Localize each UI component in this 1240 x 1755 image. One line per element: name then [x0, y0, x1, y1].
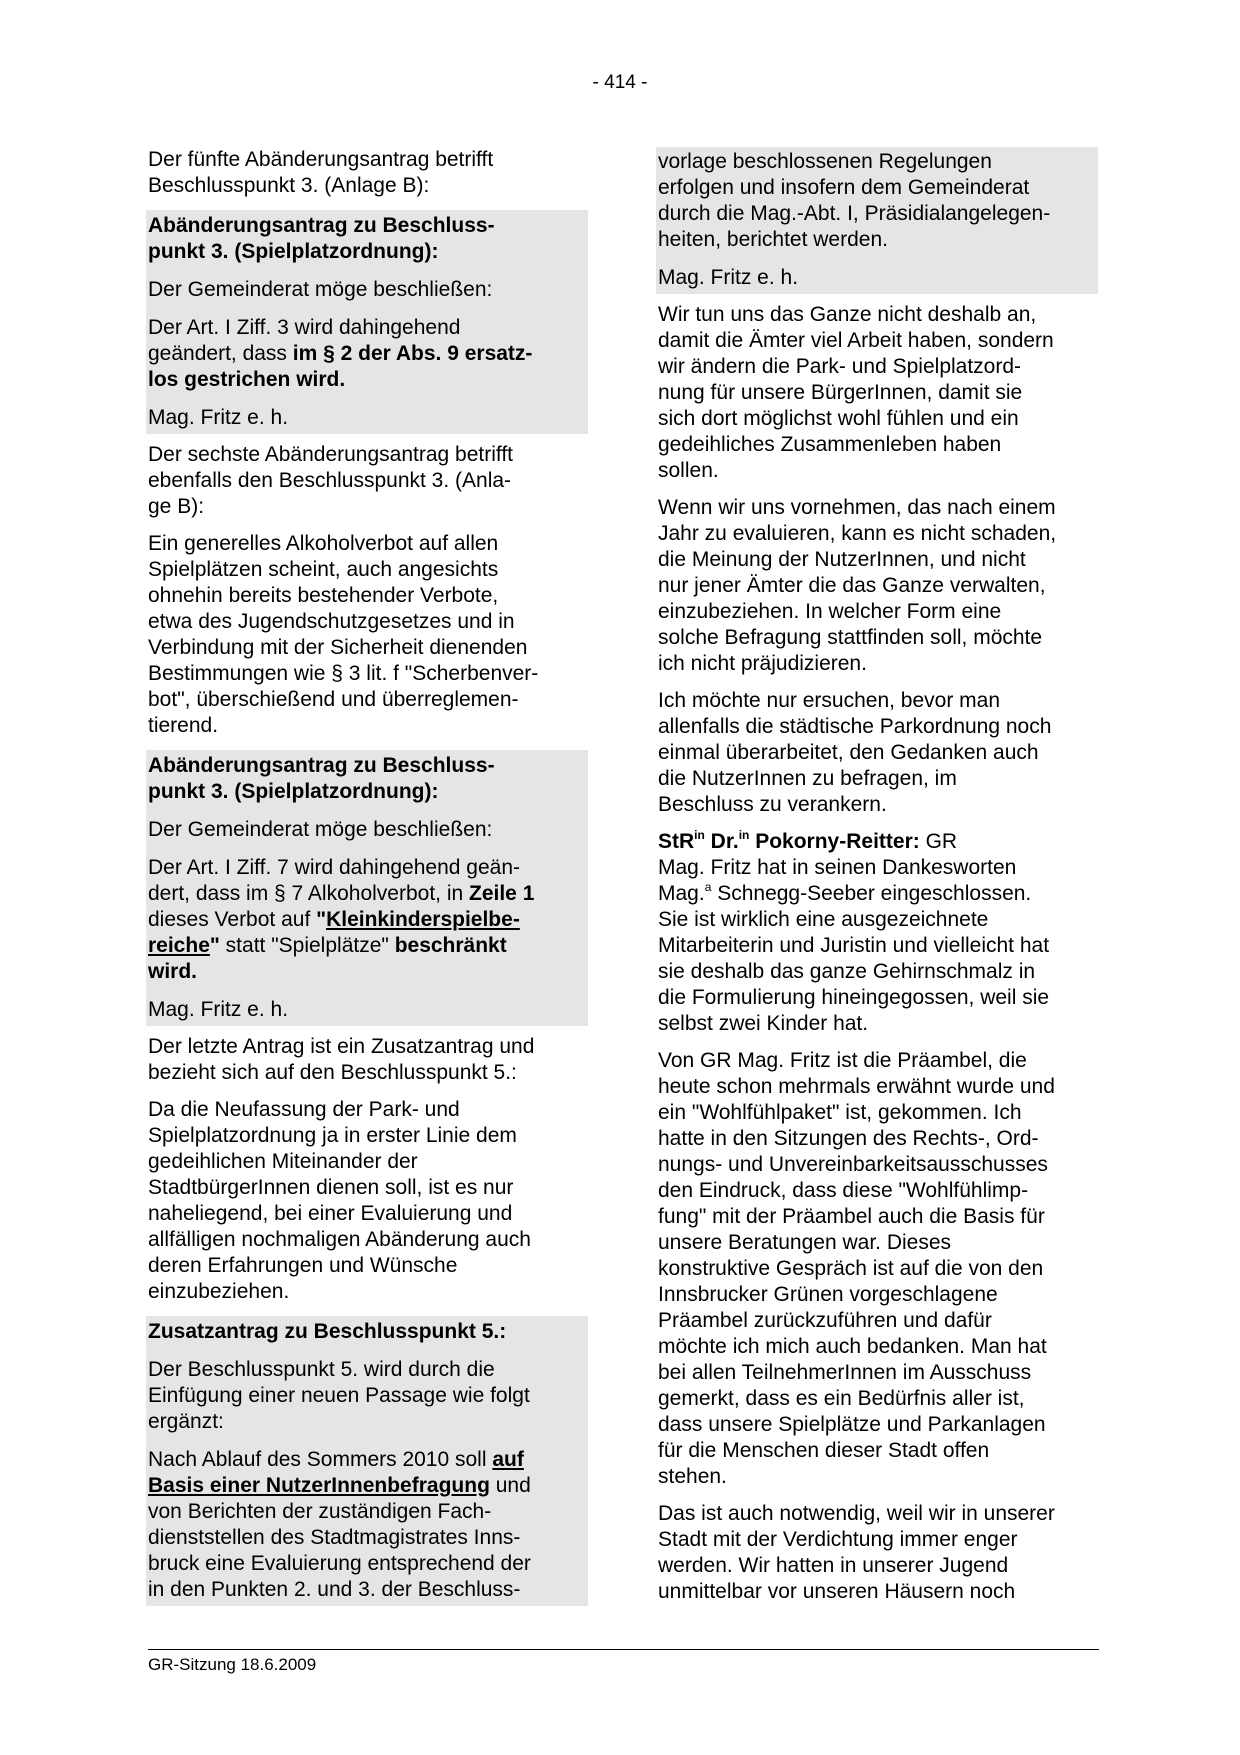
text-line: heute schon mehrmals erwähnt wurde und: [658, 1075, 1055, 1098]
text-line: für die Menschen dieser Stadt offen: [658, 1439, 990, 1462]
text-line: naheliegend, bei einer Evaluierung und: [148, 1202, 513, 1225]
text-line: ohnehin bereits bestehender Verbote,: [148, 584, 499, 607]
text-line: stehen.: [658, 1465, 727, 1488]
text-line: Der sechste Abänderungsantrag betrifft: [148, 443, 514, 466]
text-line: sich dort möglichst wohl fühlen und ein: [658, 407, 1019, 430]
speaker-line: [658, 829, 1098, 855]
text-line: Bestimmungen wie § 3 lit. f "Scherbenver-: [148, 662, 539, 685]
amendment-signature: Mag. Fritz e. h.: [658, 266, 799, 289]
page-number: - 414 -: [592, 72, 648, 93]
text-line: bezieht sich auf den Beschlusspunkt 5.:: [148, 1061, 517, 1084]
amendment-body: [148, 1447, 588, 1603]
text-line: gemerkt, dass es ein Bedürfnis aller ist,: [658, 1387, 1025, 1410]
superscript: in: [694, 828, 705, 842]
text-line: einmal überarbeitet, den Gedanken auch: [658, 741, 1039, 764]
bold-run: beschränkt: [394, 934, 507, 957]
text-line: etwa des Jugendschutzgesetzes und in: [148, 610, 515, 633]
amendment-heading: [148, 753, 588, 805]
text-line: fung" mit der Präambel auch die Basis für: [658, 1205, 1045, 1228]
text-line: sollen.: [658, 459, 719, 482]
bold-run: ": [316, 908, 327, 931]
text-run: dert, dass im § 7 Alkoholverbot, in: [148, 882, 469, 905]
text-line: die Formulierung hineingegossen, weil sie: [658, 986, 1050, 1009]
paragraph-alcohol-ban: [148, 531, 588, 739]
text-line: in den Punkten 2. und 3. der Beschluss-: [148, 1578, 521, 1601]
amendment-box-2: [146, 750, 588, 1026]
text-line: Einfügung einer neuen Passage wie folgt: [148, 1384, 530, 1407]
text-run: und: [489, 1474, 531, 1497]
text-run: dieses Verbot auf: [148, 908, 317, 931]
text-line: Das ist auch notwendig, weil wir in unserer: [658, 1502, 1055, 1525]
amendment-body: [148, 855, 588, 985]
text-line: Beschluss zu verankern.: [658, 793, 887, 816]
footer-divider: [148, 1649, 1099, 1650]
speaker-name: [658, 830, 920, 853]
paragraph-last-motion: [148, 1034, 588, 1086]
text-line: ein "Wohlfühlpaket" ist, gekommen. Ich: [658, 1101, 1022, 1124]
footer-session-label: GR-Sitzung 18.6.2009: [148, 1655, 317, 1674]
text-line: die Meinung der NutzerInnen, und nicht: [658, 548, 1026, 571]
text-line: Mitarbeiterin und Juristin und vielleicht hat: [658, 934, 1050, 957]
text-line: ge B):: [148, 495, 205, 518]
text-line: Der Art. I Ziff. 3 wird dahingehend: [148, 316, 461, 339]
text-line: Verbindung mit der Sicherheit dienenden: [148, 636, 528, 659]
text-line: konstruktive Gespräch ist auf die von den: [658, 1257, 1044, 1280]
text-line: [148, 881, 588, 907]
text-run: GR: [919, 830, 958, 853]
text-run: geändert, dass: [148, 342, 293, 365]
text-line: nungs- und Unvereinbarkeitsausschusses: [658, 1153, 1048, 1176]
amendment-box-1: [146, 210, 588, 434]
text-line: bei allen TeilnehmerInnen im Ausschuss: [658, 1361, 1032, 1384]
text-line: sie deshalb das ganze Gehirnschmalz in: [658, 960, 1036, 983]
text-line: punkt 3. (Spielplatzordnung):: [148, 780, 439, 803]
paragraph-sixth-amendment: [148, 442, 588, 520]
text-line: unsere Beratungen war. Dieses: [658, 1231, 952, 1254]
bold-run: ": [209, 934, 220, 957]
text-line: StadtbürgerInnen dienen soll, ist es nur: [148, 1176, 514, 1199]
text-line: Beschlusspunkt 3. (Anlage B):: [148, 174, 430, 197]
bold-run: Zeile 1: [469, 882, 535, 905]
text-line: werden. Wir hatten in unserer Jugend: [658, 1554, 1009, 1577]
text-line: Ein generelles Alkoholverbot auf allen: [148, 532, 499, 555]
bold-run: im § 2 der Abs. 9 ersatz-: [292, 342, 533, 365]
text-run: Schnegg-Seeber eingeschlossen.: [711, 882, 1032, 905]
text-run: Dr.: [704, 830, 739, 853]
text-line: Sie ist wirklich eine ausgezeichnete: [658, 908, 989, 931]
amendment-body: [658, 149, 1098, 253]
text-run: Nach Ablauf des Sommers 2010 soll: [148, 1448, 493, 1471]
text-line: [148, 1473, 588, 1499]
text-line: Jahr zu evaluieren, kann es nicht schaden,: [658, 522, 1057, 545]
text-line: erfolgen und insofern dem Gemeinderat: [658, 176, 1030, 199]
amendment-intro: Der Gemeinderat möge beschließen:: [148, 818, 493, 841]
paragraph-speaker: [658, 829, 1098, 1037]
paragraph-evaluation: [658, 495, 1098, 677]
amendment-heading: [148, 1319, 588, 1345]
text-line: einzubeziehen. In welcher Form eine: [658, 600, 1002, 623]
text-line: gedeihliches Zusammenleben haben: [658, 433, 1002, 456]
text-line: Präambel zurückzuführen und dafür: [658, 1309, 992, 1332]
text-line: [148, 933, 588, 959]
text-line: [148, 341, 588, 367]
text-line: die NutzerInnen zu befragen, im: [658, 767, 957, 790]
paragraph-density: [658, 1501, 1098, 1605]
text-run: Mag.: [658, 882, 705, 905]
text-run: StR: [658, 830, 695, 853]
text-line: ich nicht präjudizieren.: [658, 652, 867, 675]
amendment-intro: Der Gemeinderat möge beschließen:: [148, 278, 493, 301]
text-line: bruck eine Evaluierung entsprechend der: [148, 1552, 531, 1575]
text-line: Zusatzantrag zu Beschlusspunkt 5.:: [148, 1320, 507, 1343]
text-line: Der Art. I Ziff. 7 wird dahingehend geän-: [148, 856, 520, 879]
underlined-run: Basis einer NutzerInnenbefragung: [148, 1474, 490, 1497]
underlined-run: reiche: [148, 934, 210, 957]
text-line: allfälligen nochmaligen Abänderung auch: [148, 1228, 531, 1251]
text-line: dass unsere Spielplätze und Parkanlagen: [658, 1413, 1046, 1436]
text-line: deren Erfahrungen und Wünsche: [148, 1254, 458, 1277]
right-column: [658, 147, 1098, 1605]
text-line: Da die Neufassung der Park- und: [148, 1098, 460, 1121]
text-line: dienststellen des Stadtmagistrates Inns-: [148, 1526, 521, 1549]
paragraph-rationale: [148, 1097, 588, 1305]
text-line: wir ändern die Park- und Spielplatzord-: [658, 355, 1022, 378]
text-line: damit die Ämter viel Arbeit haben, sondern: [658, 329, 1054, 352]
text-line: selbst zwei Kinder hat.: [658, 1012, 869, 1035]
text-line: allenfalls die städtische Parkordnung noch: [658, 715, 1052, 738]
paragraph-fifth-amendment: [148, 147, 588, 199]
paragraph-preamble: [658, 1048, 1098, 1490]
text-line: möchte ich mich auch bedanken. Man hat: [658, 1335, 1047, 1358]
text-line: [148, 907, 588, 933]
text-line: Der fünfte Abänderungsantrag betrifft: [148, 148, 494, 171]
text-line: solche Befragung stattfinden soll, möchte: [658, 626, 1043, 649]
paragraph-purpose: [658, 302, 1098, 484]
text-line: Innsbrucker Grünen vorgeschlagene: [658, 1283, 998, 1306]
text-line: wird.: [148, 960, 198, 983]
text-line: tierend.: [148, 714, 219, 737]
text-line: [658, 881, 1098, 907]
amendment-signature: Mag. Fritz e. h.: [148, 998, 289, 1021]
text-line: vorlage beschlossenen Regelungen: [658, 150, 992, 173]
text-line: Abänderungsantrag zu Beschluss-: [148, 214, 495, 237]
left-column: [148, 147, 588, 1606]
text-line: ebenfalls den Beschlusspunkt 3. (Anla-: [148, 469, 512, 492]
text-line: Spielplatzordnung ja in erster Linie dem: [148, 1124, 517, 1147]
amendment-intro: [148, 1357, 588, 1435]
amendment-signature: Mag. Fritz e. h.: [148, 406, 289, 429]
text-line: ergänzt:: [148, 1410, 224, 1433]
text-line: Mag. Fritz hat in seinen Dankesworten: [658, 856, 1017, 879]
paragraph-request: [658, 688, 1098, 818]
text-line: Von GR Mag. Fritz ist die Präambel, die: [658, 1049, 1027, 1072]
text-line: Wenn wir uns vornehmen, das nach einem: [658, 496, 1056, 519]
amendment-box-continued: [656, 147, 1098, 294]
text-line: nung für unsere BürgerInnen, damit sie: [658, 381, 1023, 404]
text-line: bot", überschießend und überreglemen-: [148, 688, 519, 711]
text-line: einzubeziehen.: [148, 1280, 290, 1303]
text-line: los gestrichen wird.: [148, 368, 346, 391]
text-line: von Berichten der zuständigen Fach-: [148, 1500, 492, 1523]
text-line: durch die Mag.-Abt. I, Präsidialangelegen-: [658, 202, 1051, 225]
amendment-box-3: [146, 1316, 588, 1606]
text-line: punkt 3. (Spielplatzordnung):: [148, 240, 439, 263]
text-run: Pokorny-Reitter:: [749, 830, 920, 853]
amendment-heading: [148, 213, 588, 265]
text-line: Stadt mit der Verdichtung immer enger: [658, 1528, 1018, 1551]
text-line: Ich möchte nur ersuchen, bevor man: [658, 689, 1001, 712]
text-line: Wir tun uns das Ganze nicht deshalb an,: [658, 303, 1037, 326]
text-line: heiten, berichtet werden.: [658, 228, 888, 251]
text-line: Abänderungsantrag zu Beschluss-: [148, 754, 495, 777]
superscript: in: [738, 828, 750, 842]
text-line: Der Beschlusspunkt 5. wird durch die: [148, 1358, 495, 1381]
amendment-body: [148, 315, 588, 393]
text-line: nur jener Ämter die das Ganze verwalten,: [658, 574, 1046, 597]
underlined-run: Kleinkinderspielbe-: [326, 908, 520, 931]
text-line: gedeihlichen Miteinander der: [148, 1150, 418, 1173]
text-line: Der letzte Antrag ist ein Zusatzantrag und: [148, 1035, 535, 1058]
text-line: hatte in den Sitzungen des Rechts-, Ord-: [658, 1127, 1039, 1150]
text-run: statt "Spielplätze": [219, 934, 395, 957]
text-line: unmittelbar vor unseren Häusern noch: [658, 1580, 1016, 1603]
text-line: den Eindruck, dass diese "Wohlfühlimp-: [658, 1179, 1029, 1202]
text-line: [148, 1447, 588, 1473]
superscript: a: [704, 880, 712, 894]
underlined-run: auf: [492, 1448, 524, 1471]
text-line: Spielplätzen scheint, auch angesichts: [148, 558, 499, 581]
